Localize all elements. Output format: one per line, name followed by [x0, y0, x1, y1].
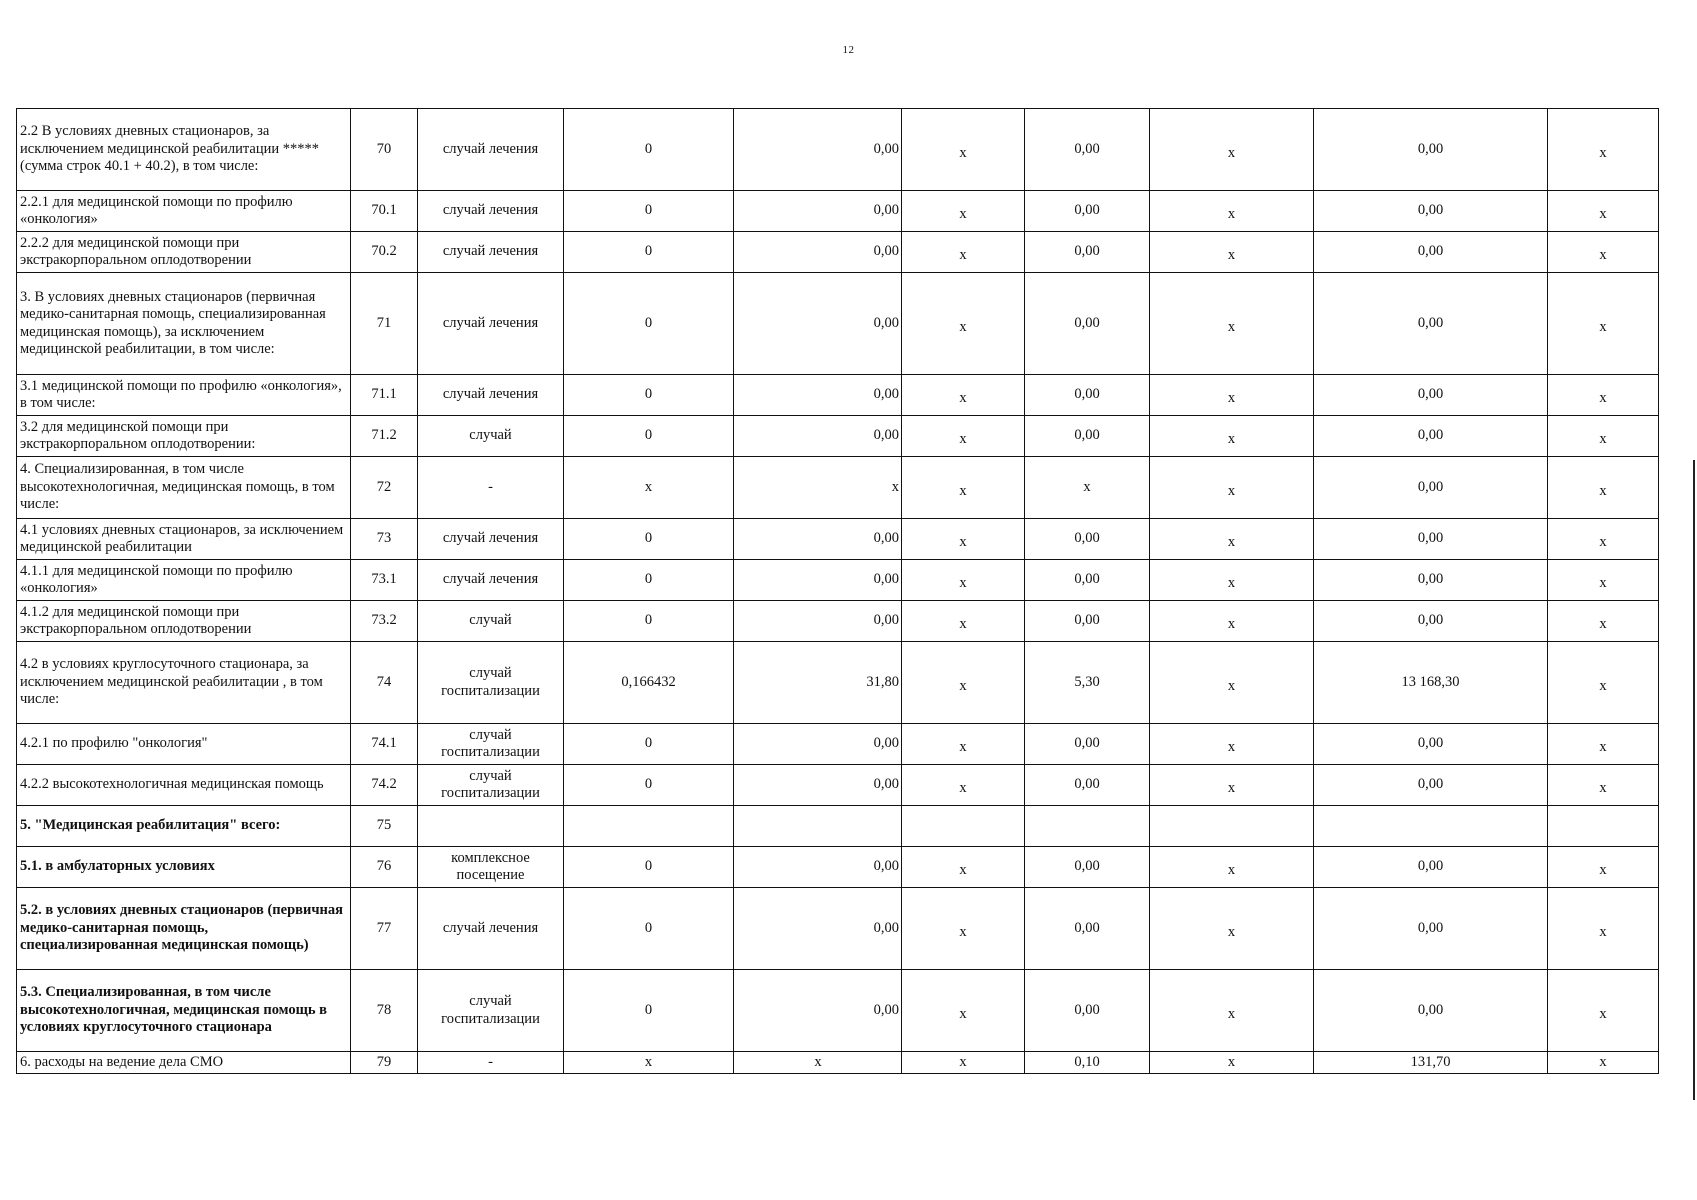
value-cell: х — [1150, 519, 1314, 560]
value-cell: 0 — [564, 109, 734, 191]
row-name-cell: 5. "Медицинская реабилитация" всего: — [17, 806, 351, 847]
value-cell: х — [734, 457, 902, 519]
value-cell: 0 — [564, 601, 734, 642]
value-cell: 0,00 — [734, 191, 902, 232]
row-unit-cell: случай госпитализации — [418, 970, 564, 1052]
value-cell: х — [902, 457, 1025, 519]
value-cell: х — [902, 191, 1025, 232]
value-cell: 0,00 — [1314, 109, 1548, 191]
value-cell: 0,166432 — [564, 642, 734, 724]
value-cell: х — [1548, 273, 1659, 375]
value-cell: 0,00 — [1025, 765, 1150, 806]
row-name-cell: 5.1. в амбулаторных условиях — [17, 847, 351, 888]
value-cell: 0,00 — [734, 888, 902, 970]
value-cell: х — [1548, 519, 1659, 560]
value-cell: 0,00 — [734, 375, 902, 416]
value-cell: х — [902, 1052, 1025, 1074]
row-name-cell: 4.1.2 для медицинской помощи при экстракорпоральном оплодотворении — [17, 601, 351, 642]
row-code-cell: 73.2 — [351, 601, 418, 642]
value-cell — [1150, 806, 1314, 847]
value-cell: х — [1548, 847, 1659, 888]
value-cell: х — [1150, 191, 1314, 232]
value-cell: 0,00 — [1314, 273, 1548, 375]
value-cell: 13 168,30 — [1314, 642, 1548, 724]
table-row — [17, 232, 1659, 273]
value-cell: 0 — [564, 560, 734, 601]
value-cell: х — [1548, 642, 1659, 724]
value-cell: 0,00 — [1025, 191, 1150, 232]
value-cell: 0,00 — [1314, 519, 1548, 560]
row-unit-cell: - — [418, 1052, 564, 1074]
value-cell: х — [902, 560, 1025, 601]
row-unit-cell: случай лечения — [418, 232, 564, 273]
value-cell: х — [1548, 232, 1659, 273]
value-cell: 0,00 — [1314, 560, 1548, 601]
row-code-cell: 78 — [351, 970, 418, 1052]
value-cell: х — [1150, 232, 1314, 273]
row-unit-cell: случай госпитализации — [418, 642, 564, 724]
value-cell: 0,00 — [734, 847, 902, 888]
table-row — [17, 519, 1659, 560]
value-cell: 0,00 — [734, 416, 902, 457]
value-cell — [1025, 806, 1150, 847]
value-cell: 0,00 — [1025, 970, 1150, 1052]
row-name-cell: 3.1 медицинской помощи по профилю «онкология», в том числе: — [17, 375, 351, 416]
value-cell: х — [734, 1052, 902, 1074]
row-name-cell: 5.2. в условиях дневных стационаров (первичная медико-санитарная помощь, специализированная медицинская помощь) — [17, 888, 351, 970]
row-unit-cell: случай лечения — [418, 109, 564, 191]
value-cell: х — [902, 888, 1025, 970]
value-cell: х — [1150, 457, 1314, 519]
row-unit-cell: случай — [418, 416, 564, 457]
value-cell: х — [1548, 765, 1659, 806]
value-cell: х — [1548, 970, 1659, 1052]
table-row — [17, 724, 1659, 765]
value-cell: 0,00 — [1025, 724, 1150, 765]
value-cell: 0 — [564, 970, 734, 1052]
table-row — [17, 847, 1659, 888]
value-cell: 0,00 — [1314, 416, 1548, 457]
value-cell: 0,00 — [1025, 375, 1150, 416]
value-cell: х — [1548, 560, 1659, 601]
row-code-cell: 79 — [351, 1052, 418, 1074]
value-cell: 0,00 — [734, 724, 902, 765]
row-name-cell: 6. расходы на ведение дела СМО — [17, 1052, 351, 1074]
value-cell: 0,00 — [734, 560, 902, 601]
value-cell: 0,00 — [734, 601, 902, 642]
value-cell: 0,00 — [734, 765, 902, 806]
value-cell: х — [1150, 601, 1314, 642]
scan-edge-mark — [1693, 460, 1695, 1100]
value-cell: х — [902, 273, 1025, 375]
row-name-cell: 2.2 В условиях дневных стационаров, за исключением медицинской реабилитации ***** (сумма строк 40.1 + 40.2), в том числе: — [17, 109, 351, 191]
value-cell: 5,30 — [1025, 642, 1150, 724]
row-unit-cell: случай лечения — [418, 375, 564, 416]
table-row — [17, 642, 1659, 724]
value-cell: 0 — [564, 519, 734, 560]
table-row — [17, 416, 1659, 457]
row-name-cell: 4.1.1 для медицинской помощи по профилю «онкология» — [17, 560, 351, 601]
row-unit-cell: случай лечения — [418, 888, 564, 970]
value-cell: х — [1150, 642, 1314, 724]
row-code-cell: 70.2 — [351, 232, 418, 273]
value-cell: х — [1150, 724, 1314, 765]
value-cell: 0,00 — [1314, 888, 1548, 970]
row-name-cell: 4. Специализированная, в том числе высокотехнологичная, медицинская помощь, в том числе: — [17, 457, 351, 519]
page-number: 12 — [842, 44, 855, 56]
row-unit-cell: - — [418, 457, 564, 519]
value-cell: х — [1548, 191, 1659, 232]
table-row — [17, 888, 1659, 970]
data-table — [16, 108, 1659, 1074]
row-code-cell: 71 — [351, 273, 418, 375]
value-cell: х — [1548, 601, 1659, 642]
row-name-cell: 2.2.1 для медицинской помощи по профилю «онкология» — [17, 191, 351, 232]
value-cell: 0,00 — [1025, 560, 1150, 601]
value-cell: х — [1150, 109, 1314, 191]
table-row — [17, 457, 1659, 519]
value-cell: х — [1548, 416, 1659, 457]
value-cell: х — [1150, 416, 1314, 457]
value-cell: х — [902, 109, 1025, 191]
row-name-cell: 2.2.2 для медицинской помощи при экстракорпоральном оплодотворении — [17, 232, 351, 273]
row-name-cell: 4.2.1 по профилю "онкология" — [17, 724, 351, 765]
row-name-cell: 3.2 для медицинской помощи при экстракорпоральном оплодотворении: — [17, 416, 351, 457]
value-cell: х — [564, 1052, 734, 1074]
value-cell: х — [902, 765, 1025, 806]
value-cell: 0 — [564, 416, 734, 457]
value-cell: 0,00 — [734, 970, 902, 1052]
table-row — [17, 806, 1659, 847]
value-cell: х — [1150, 273, 1314, 375]
table-row — [17, 765, 1659, 806]
row-unit-cell: случай госпитализации — [418, 724, 564, 765]
row-unit-cell: случай лечения — [418, 273, 564, 375]
value-cell: 0,00 — [1314, 601, 1548, 642]
value-cell: х — [902, 970, 1025, 1052]
value-cell: 0,00 — [1025, 109, 1150, 191]
value-cell: х — [1150, 970, 1314, 1052]
value-cell: 0,10 — [1025, 1052, 1150, 1074]
value-cell: х — [902, 519, 1025, 560]
value-cell: х — [1548, 888, 1659, 970]
value-cell: х — [902, 724, 1025, 765]
table-row — [17, 1052, 1659, 1074]
value-cell: 0,00 — [734, 519, 902, 560]
value-cell: 0 — [564, 724, 734, 765]
value-cell — [734, 806, 902, 847]
value-cell: 0,00 — [1025, 888, 1150, 970]
row-unit-cell: комплексное посещение — [418, 847, 564, 888]
row-code-cell: 73 — [351, 519, 418, 560]
value-cell: 0,00 — [1025, 601, 1150, 642]
value-cell: 0,00 — [1025, 416, 1150, 457]
table-row — [17, 375, 1659, 416]
row-code-cell: 74 — [351, 642, 418, 724]
value-cell: х — [1548, 457, 1659, 519]
row-code-cell: 75 — [351, 806, 418, 847]
value-cell — [564, 806, 734, 847]
value-cell: 0 — [564, 847, 734, 888]
row-unit-cell: случай госпитализации — [418, 765, 564, 806]
value-cell — [1548, 806, 1659, 847]
value-cell: х — [1548, 109, 1659, 191]
row-name-cell: 4.2 в условиях круглосуточного стационара, за исключением медицинской реабилитации , в том числе: — [17, 642, 351, 724]
row-code-cell: 74.2 — [351, 765, 418, 806]
value-cell: 0,00 — [1025, 519, 1150, 560]
value-cell: 31,80 — [734, 642, 902, 724]
row-code-cell: 73.1 — [351, 560, 418, 601]
value-cell: х — [902, 416, 1025, 457]
row-code-cell: 71.1 — [351, 375, 418, 416]
row-unit-cell: случай лечения — [418, 560, 564, 601]
value-cell: х — [1548, 375, 1659, 416]
value-cell: 0 — [564, 232, 734, 273]
value-cell: х — [1150, 888, 1314, 970]
value-cell: 131,70 — [1314, 1052, 1548, 1074]
value-cell: 0,00 — [1025, 847, 1150, 888]
value-cell: 0,00 — [1025, 232, 1150, 273]
value-cell: 0,00 — [1314, 232, 1548, 273]
value-cell: х — [902, 375, 1025, 416]
value-cell: х — [1150, 375, 1314, 416]
table-row — [17, 109, 1659, 191]
row-code-cell: 72 — [351, 457, 418, 519]
row-unit-cell: случай — [418, 601, 564, 642]
row-code-cell: 74.1 — [351, 724, 418, 765]
value-cell: 0,00 — [1314, 847, 1548, 888]
table-row — [17, 970, 1659, 1052]
value-cell: х — [1150, 1052, 1314, 1074]
table-row — [17, 560, 1659, 601]
value-cell: 0 — [564, 191, 734, 232]
value-cell: х — [1150, 765, 1314, 806]
value-cell: х — [564, 457, 734, 519]
value-cell: х — [1150, 847, 1314, 888]
value-cell: 0,00 — [1025, 273, 1150, 375]
table-row — [17, 191, 1659, 232]
value-cell: х — [1548, 724, 1659, 765]
value-cell: х — [902, 232, 1025, 273]
value-cell: х — [902, 642, 1025, 724]
table-row — [17, 273, 1659, 375]
row-code-cell: 70.1 — [351, 191, 418, 232]
value-cell: 0 — [564, 273, 734, 375]
value-cell: 0,00 — [734, 232, 902, 273]
row-code-cell: 76 — [351, 847, 418, 888]
value-cell: х — [1025, 457, 1150, 519]
value-cell — [1314, 806, 1548, 847]
value-cell: 0,00 — [734, 273, 902, 375]
value-cell: х — [1150, 560, 1314, 601]
row-name-cell: 3. В условиях дневных стационаров (первичная медико-санитарная помощь, специализированная медицинская помощь), за исключением медицинской реабилитации, в том числе: — [17, 273, 351, 375]
row-code-cell: 71.2 — [351, 416, 418, 457]
value-cell: 0 — [564, 375, 734, 416]
value-cell: 0,00 — [1314, 970, 1548, 1052]
row-name-cell: 4.1 условиях дневных стационаров, за исключением медицинской реабилитации — [17, 519, 351, 560]
value-cell: х — [1548, 1052, 1659, 1074]
row-unit-cell: случай лечения — [418, 191, 564, 232]
value-cell: 0,00 — [1314, 765, 1548, 806]
table-row — [17, 601, 1659, 642]
row-unit-cell: случай лечения — [418, 519, 564, 560]
value-cell: 0 — [564, 765, 734, 806]
value-cell: 0,00 — [734, 109, 902, 191]
row-name-cell: 5.3. Специализированная, в том числе высокотехнологичная, медицинская помощь в условиях круглосуточного стационара — [17, 970, 351, 1052]
value-cell: 0,00 — [1314, 724, 1548, 765]
value-cell: х — [902, 847, 1025, 888]
row-name-cell: 4.2.2 высокотехнологичная медицинская помощь — [17, 765, 351, 806]
value-cell: 0,00 — [1314, 191, 1548, 232]
row-unit-cell — [418, 806, 564, 847]
row-code-cell: 77 — [351, 888, 418, 970]
value-cell: 0,00 — [1314, 375, 1548, 416]
value-cell — [902, 806, 1025, 847]
value-cell: 0,00 — [1314, 457, 1548, 519]
row-code-cell: 70 — [351, 109, 418, 191]
value-cell: 0 — [564, 888, 734, 970]
value-cell: х — [902, 601, 1025, 642]
